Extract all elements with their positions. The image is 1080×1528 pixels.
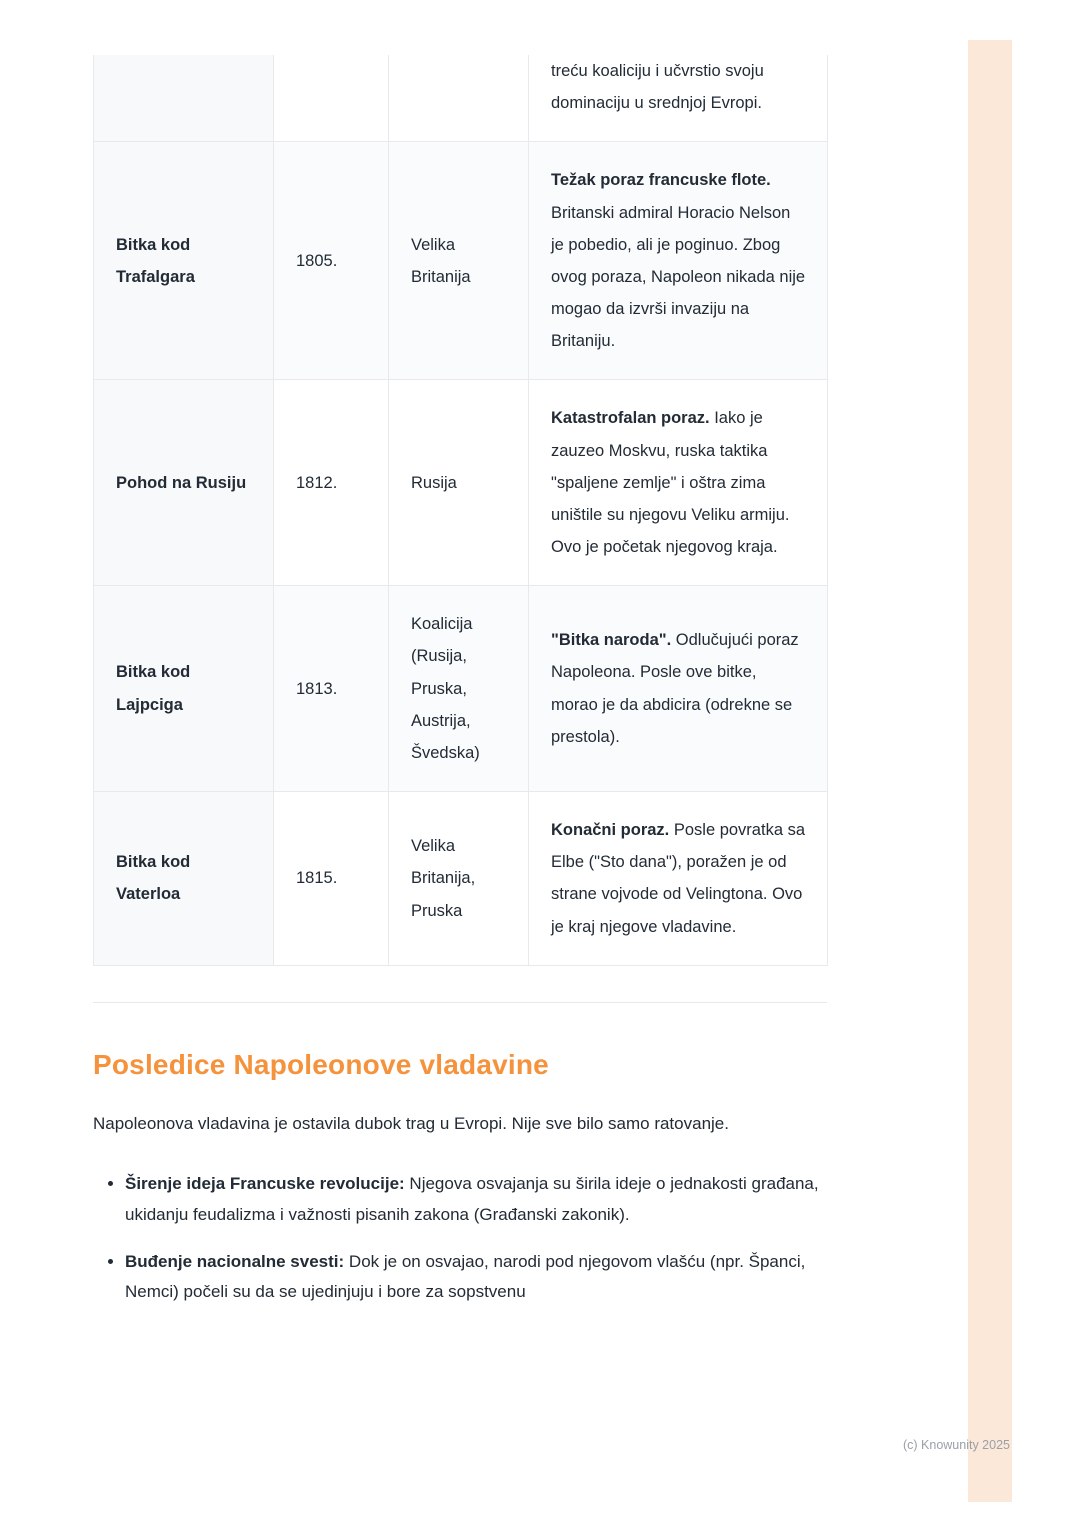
section-intro-paragraph: Napoleonova vladavina je ostavila dubok trag u Evropi. Nije sve bilo samo ratovanje. (93, 1113, 729, 1133)
effects-list (93, 1169, 827, 1307)
battle-year-cell: 1815. (274, 792, 389, 966)
list-item (125, 1169, 827, 1230)
battle-name-cell: Bitka kod Trafalgara (94, 142, 274, 380)
battle-desc-cell (529, 792, 828, 966)
battle-name-cell: Bitka kod Lajpciga (94, 586, 274, 792)
desc-bold-text: Konačni poraz. (551, 821, 670, 840)
battle-desc-cell (529, 380, 828, 586)
table-row (94, 380, 828, 586)
bullet-text: Njegova osvajanja su širila ideje o jednakosti građana, ukidanju feudalizma i važnosti pisanih zakona (Građanski zakonik). (125, 1174, 819, 1224)
desc-text: Iako je zauzeo Moskvu, ruska taktika "spaljene zemlje" i oštra zima uništile su njegovu Veliku armiju. Ovo je početak njegovog kraja. (551, 409, 790, 557)
desc-bold-text: Težak poraz francuske flote. (551, 171, 771, 190)
table-row (94, 142, 828, 380)
bullet-bold-text: Buđenje nacionalne svesti: (125, 1251, 345, 1271)
bullet-text: Dok je on osvajao, narodi pod njegovom vlašću (npr. Španci, Nemci) počeli su da se ujedinjuju i bore za sopstvenu (125, 1251, 806, 1302)
desc-text: treću koaliciju i učvrstio svoju dominaciju u srednjoj Evropi. (551, 62, 764, 113)
battle-year-cell (274, 55, 389, 142)
section-title: Posledice Napoleonove vladavine (93, 1048, 549, 1080)
desc-text: Britanski admiral Horacio Nelson je pobedio, ali je poginuo. Zbog ovog poraza, Napoleon nikada nije mogao da izvrši invaziju na Britaniju. (551, 203, 806, 351)
battle-desc-cell (529, 142, 828, 380)
footer-credit: (c) Knowunity 2025 (902, 1438, 1010, 1452)
desc-bold-text: "Bitka naroda". (551, 631, 672, 650)
page-accent-stripe (968, 40, 1012, 1502)
battle-name-cell: Pohod na Rusiju (94, 380, 274, 586)
battle-year-cell: 1813. (274, 586, 389, 792)
battle-year-cell: 1812. (274, 380, 389, 586)
table-row (94, 55, 828, 142)
desc-text: Posle povratka sa Elbe ("Sto dana"), poražen je od strane vojvode od Velingtona. Ovo je kraj njegove vladavine. (551, 821, 806, 936)
bullet-bold-text: Širenje ideja Francuske revolucije: (125, 1174, 405, 1194)
battle-year-cell: 1805. (274, 142, 389, 380)
table-row (94, 586, 828, 792)
battle-desc-cell (529, 586, 828, 792)
battle-opponent-cell: Rusija (389, 380, 529, 586)
battle-opponent-cell: Velika Britanija, Pruska (389, 792, 529, 966)
battle-opponent-cell: Koalicija (Rusija, Pruska, Austrija, Švedska) (389, 586, 529, 792)
battles-table (93, 55, 828, 966)
section-divider (93, 1002, 827, 1003)
desc-bold-text: Katastrofalan poraz. (551, 409, 710, 428)
battle-name-cell: Bitka kod Vaterloa (94, 792, 274, 966)
desc-text: Odlučujući poraz Napoleona. Posle ove bitke, morao je da abdicira (odrekne se prestola). (551, 631, 799, 746)
battle-name-cell (94, 55, 274, 142)
battle-desc-cell (529, 55, 828, 142)
document-page (93, 55, 827, 1324)
table-row (94, 792, 828, 966)
battle-opponent-cell (389, 55, 529, 142)
list-item (125, 1247, 827, 1308)
battle-opponent-cell: Velika Britanija (389, 142, 529, 380)
